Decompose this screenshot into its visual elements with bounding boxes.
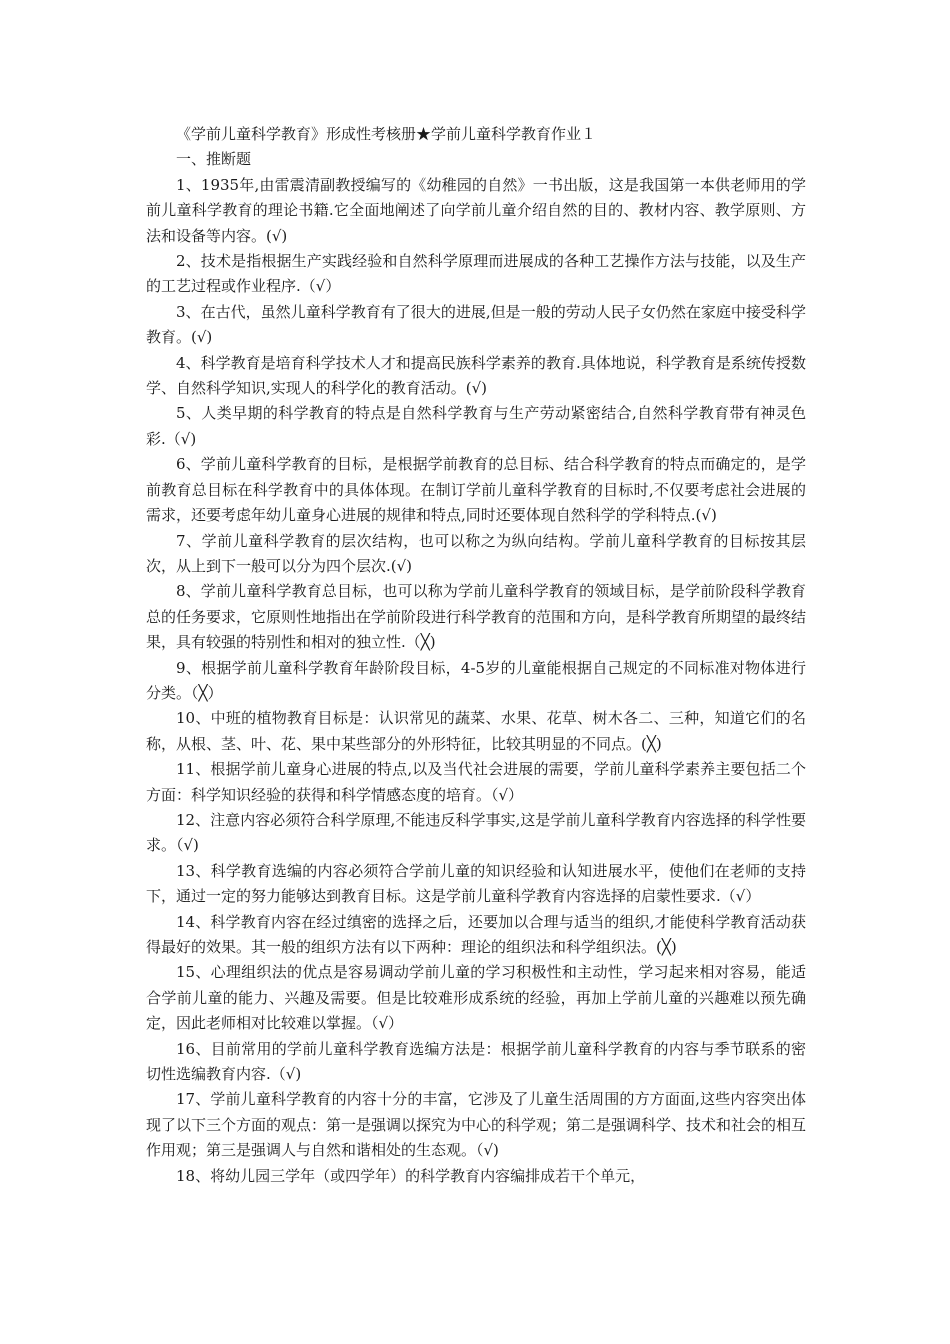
question-item-14: 14、科学教育内容在经过缜密的选择之后，还要加以合理与适当的组织,才能使科学教育活动获得最好的效果。其一般的组织方法有以下两种：理论的组织法和科学组织法。(╳): [146, 912, 806, 956]
question-item-6: 6、学前儿童科学教育的目标，是根据学前教育的总目标、结合科学教育的特点而确定的，是学前教育总目标在科学教育中的具体体现。在制订学前儿童科学教育的目标时,不仅要考虑社会进展的需求，还要考虑年幼儿童身心进展的规律和特点,同时还要体现自然科学的学科特点.(√): [146, 455, 806, 525]
question-item-8: 8、学前儿童科学教育总目标，也可以称为学前儿童科学教育的领域目标，是学前阶段科学教育总的任务要求，它原则性地指出在学前阶段进行科学教育的范围和方向，是科学教育所期望的最终结果，具有较强的特别性和相对的独立性.（╳): [146, 582, 807, 652]
question-item-11: 11、根据学前儿童身心进展的特点,以及当代社会进展的需要，学前儿童科学素养主要包括二个方面：科学知识经验的获得和科学情感态度的培育。（√）: [146, 760, 806, 804]
question-item-15: 15、心理组织法的优点是容易调动学前儿童的学习积极性和主动性，学习起来相对容易，能适合学前儿童的能力、兴趣及需要。但是比较难形成系统的经验，再加上学前儿童的兴趣难以预先确定，因此老师相对比较难以掌握。（√）: [146, 963, 806, 1033]
document-title: 《学前儿童科学教育》形成性考核册★学前儿童科学教育作业１: [176, 125, 597, 143]
question-item-17: 17、学前儿童科学教育的内容十分的丰富，它涉及了儿童生活周围的方方面面,这些内容突出体现了以下三个方面的观点：第一是强调以探究为中心的科学观；第二是强调科学、技术和社会的相互作用观；第三是强调人与自然和谐相处的生态观。（√): [146, 1090, 807, 1160]
question-item-1: 1、1935年,由雷震清副教授编写的《幼稚园的自然》一书出版，这是我国第一本供老师用的学前儿童科学教育的理论书籍.它全面地阐述了向学前儿童介绍自然的目的、教材内容、教学原则、方法和设备等内容。(√): [146, 175, 806, 245]
question-item-9: 9、根据学前儿童科学教育年龄阶段目标，4-5岁的儿童能根据自己规定的不同标准对物体进行分类。（╳）: [146, 658, 806, 702]
question-item-13: 13、科学教育选编的内容必须符合学前儿童的知识经验和认知进展水平，使他们在老师的支持下，通过一定的努力能够达到教育目标。这是学前儿童科学教育内容选择的启蒙性要求.（√）: [146, 861, 806, 906]
question-item-10: 10、中班的植物教育目标是：认识常见的蔬菜、水果、花草、树木各二、三种，知道它们的名称，从根、茎、叶、花、果中某些部分的外形特征，比较其明显的不同点。(╳): [146, 709, 806, 753]
question-item-7: 7、学前儿童科学教育的层次结构，也可以称之为纵向结构。学前儿童科学教育的目标按其层次，从上到下一般可以分为四个层次.(√): [146, 531, 806, 575]
question-item-18: 18、将幼儿园三学年（或四学年）的科学教育内容编排成若干个单元，: [176, 1166, 646, 1185]
question-item-16: 16、目前常用的学前儿童科学教育选编方法是：根据学前儿童科学教育的内容与季节联系的密切性选编教育内容.（√): [146, 1039, 806, 1084]
question-item-2: 2、技术是指根据生产实践经验和自然科学原理而进展成的各种工艺操作方法与技能，以及生产的工艺过程或作业程序.（√）: [146, 252, 806, 296]
question-item-3: 3、在古代，虽然儿童科学教育有了很大的进展,但是一般的劳动人民子女仍然在家庭中接受科学教育。(√): [146, 302, 806, 347]
question-item-4: 4、科学教育是培育科学技术人才和提高民族科学素养的教育.具体地说，科学教育是系统传授数学、自然科学知识,实现人的科学化的教育活动。(√): [146, 353, 806, 398]
document-page: [146, 122, 806, 1189]
section-heading: 一、推断题: [176, 150, 252, 169]
question-item-12: 12、注意内容必须符合科学原理,不能违反科学事实,这是学前儿童科学教育内容选择的科学性要求。（√): [146, 810, 806, 855]
question-item-5: 5、人类早期的科学教育的特点是自然科学教育与生产劳动紧密结合,自然科学教育带有神灵色彩.（√): [146, 404, 806, 448]
